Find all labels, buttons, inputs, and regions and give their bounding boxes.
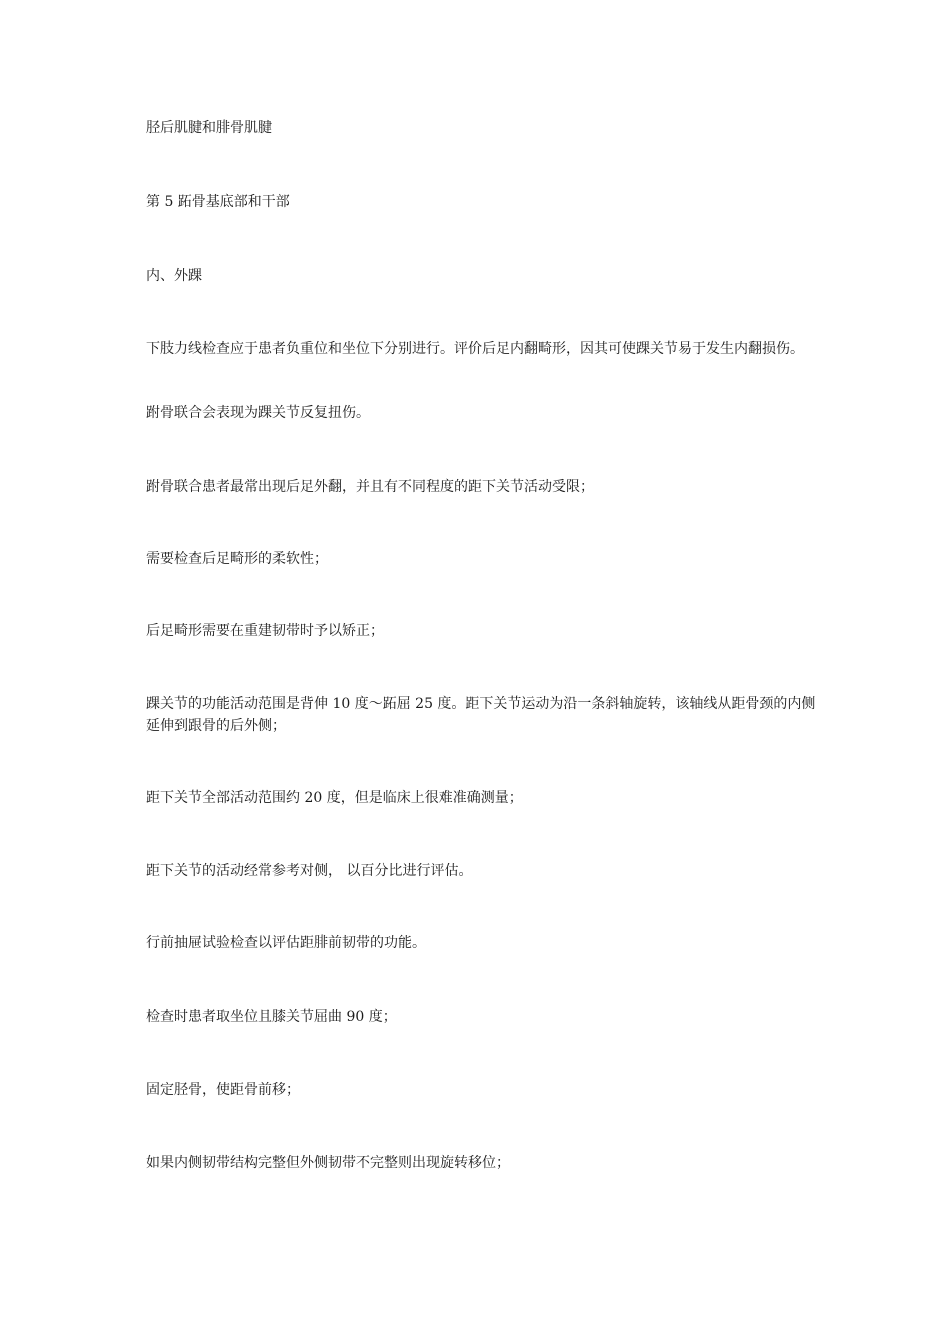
paragraph-fifth-metatarsal: 第 5 跖骨基底部和干部 <box>146 194 290 210</box>
paragraph-tarsal-coalition: 跗骨联合会表现为踝关节反复扭伤。 <box>146 405 370 421</box>
paragraph-subtalar-comparison: 距下关节的活动经常参考对侧， 以百分比进行评估。 <box>146 863 473 879</box>
paragraph-hindfoot-flexibility: 需要检查后足畸形的柔软性； <box>146 551 328 567</box>
paragraph-anterior-drawer: 行前抽屉试验检查以评估距腓前韧带的功能。 <box>146 935 426 951</box>
paragraph-rotational-shift: 如果内侧韧带结构完整但外侧韧带不完整则出现旋转移位； <box>146 1155 510 1171</box>
paragraph-malleoli: 内、外踝 <box>146 268 202 284</box>
paragraph-tendons: 胫后肌腱和腓骨肌腱 <box>146 120 272 136</box>
paragraph-subtalar-range: 距下关节全部活动范围约 20 度，但是临床上很难准确测量； <box>146 790 523 806</box>
paragraph-fix-tibia: 固定胫骨，使距骨前移； <box>146 1082 300 1098</box>
paragraph-hindfoot-correction: 后足畸形需要在重建韧带时予以矫正； <box>146 623 384 639</box>
paragraph-lower-limb-alignment: 下肢力线检查应于患者负重位和坐位下分别进行。评价后足内翻畸形，因其可使踝关节易于发生内翻损伤。 <box>146 341 804 357</box>
paragraph-hindfoot-valgus: 跗骨联合患者最常出现后足外翻，并且有不同程度的距下关节活动受限； <box>146 479 594 495</box>
paragraph-ankle-range: 踝关节的功能活动范围是背伸 10 度～跖屈 25 度。距下关节运动为沿一条斜轴旋转，该轴线从距骨颈的内侧延伸到跟骨的后外侧； <box>146 696 816 734</box>
paragraph-exam-position: 检查时患者取坐位且膝关节屈曲 90 度； <box>146 1009 397 1025</box>
